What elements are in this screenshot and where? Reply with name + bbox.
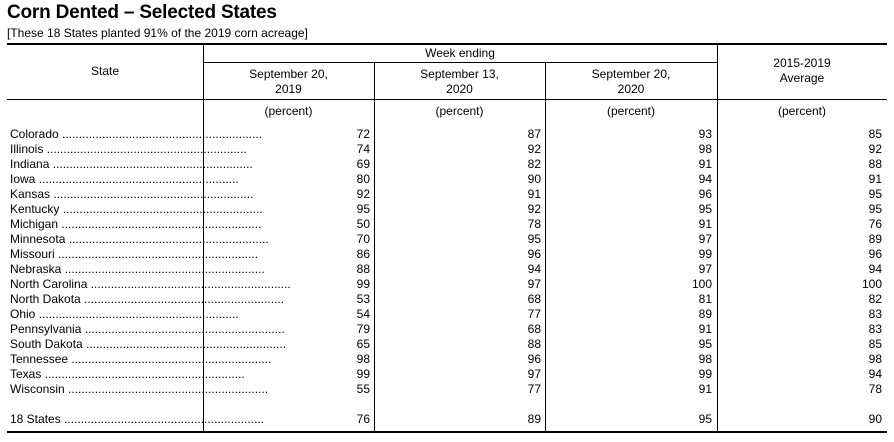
table-row-4-value-2: 90 [527,172,541,186]
table-row-6-value-2: 92 [527,202,541,216]
table-row-17-value-1: 99 [356,367,370,381]
state-label: Ohio [10,307,36,321]
state-label: Wisconsin [10,382,65,396]
state-label: Michigan [10,217,59,231]
state-label: 18 States [10,412,61,426]
leader-dots: ............................................................ [50,187,254,201]
leader-dots: ............................................................ [35,307,239,321]
table-row-3-value-1: 69 [356,157,370,171]
table-row-16-value-4: 98 [868,352,882,366]
state-label: Tennessee [10,352,69,366]
table-top-rule [7,43,887,45]
table-row-17-state [10,367,245,382]
state-label: Nebraska [10,262,62,276]
col4-unit: (percent) [777,104,827,118]
table-row-16-value-3: 98 [698,352,712,366]
table-row-18-value-2: 77 [527,382,541,396]
leader-dots: ............................................................ [81,322,285,336]
leader-dots: ............................................................ [59,202,263,216]
leader-dots: ............................................................ [58,127,263,141]
leader-dots: ............................................................ [64,382,269,396]
table-row-12-value-3: 81 [698,292,712,306]
table-row-14-value-2: 68 [527,322,541,336]
table-row-6-state [10,202,263,217]
table-row-2-value-3: 98 [698,142,712,156]
table-row-12-value-4: 82 [868,292,882,306]
leader-dots: ............................................................ [54,247,259,261]
table-row-2-value-4: 92 [868,142,882,156]
state-label: Texas [10,367,42,381]
table-row-5-value-2: 91 [527,187,541,201]
total-row-state [10,412,265,427]
table-row-3-value-2: 82 [527,157,541,171]
total-row-value-1: 76 [356,412,370,426]
table-row-8-value-2: 95 [527,232,541,246]
table-row-10-state [10,262,265,277]
state-label: Missouri [10,247,55,261]
table-row-11-value-1: 99 [356,277,370,291]
table-row-11-value-4: 100 [861,277,882,291]
state-label: Indiana [10,157,50,171]
state-header: State [90,64,120,78]
table-row-10-value-3: 97 [698,262,712,276]
col2-header: September 13, 2020 [420,67,499,96]
table-row-15-value-3: 95 [698,337,712,351]
col1-header: September 20, 2019 [249,67,328,96]
table-row-15-value-2: 88 [527,337,541,351]
leader-dots: ............................................................ [80,292,285,306]
col-divider-3 [545,63,546,431]
table-row-17-value-4: 94 [868,367,882,381]
state-label: Pennsylvania [10,322,82,336]
table-row-9-value-2: 96 [527,247,541,261]
table-row-13-value-3: 89 [698,307,712,321]
table-row-13-value-2: 77 [527,307,541,321]
total-row-value-3: 95 [698,412,712,426]
leader-dots: ............................................................ [68,352,272,366]
table-row-16-state [10,352,272,367]
table-row-18-value-1: 55 [356,382,370,396]
state-label: Kentucky [10,202,60,216]
leader-dots: ............................................................ [60,412,265,426]
table-row-16-value-1: 98 [356,352,370,366]
col-divider-2 [374,63,375,431]
report-title: Corn Dented – Selected States [7,2,277,23]
table-row-6-value-4: 95 [868,202,882,216]
table-row-11-value-3: 100 [691,277,712,291]
table-row-7-value-2: 78 [527,217,541,231]
col1-unit: (percent) [264,104,313,118]
table-row-3-state [10,157,253,172]
week-ending-header: Week ending [425,46,495,60]
table-row-5-state [10,187,254,202]
table-row-7-value-1: 50 [356,217,370,231]
state-label: Minnesota [10,232,66,246]
table-row-18-value-3: 91 [698,382,712,396]
table-row-9-state [10,247,259,262]
table-row-8-value-3: 97 [698,232,712,246]
table-row-11-state [10,277,291,292]
table-row-8-value-1: 70 [356,232,370,246]
table-row-15-state [10,337,287,352]
table-row-1-value-1: 72 [356,127,370,141]
table-row-17-value-3: 99 [698,367,712,381]
leader-dots: ............................................................ [49,157,253,171]
table-row-2-state [10,142,247,157]
report-subtitle: [These 18 States planted 91% of the 2019 corn acreage] [7,26,308,40]
table-row-7-value-4: 76 [868,217,882,231]
table-row-5-value-3: 96 [698,187,712,201]
col-divider-4 [717,45,718,431]
table-row-13-state [10,307,239,322]
table-row-9-value-4: 96 [868,247,882,261]
col2-unit: (percent) [435,104,484,118]
leader-dots: ............................................................ [41,367,245,381]
table-row-18-value-4: 78 [868,382,882,396]
table-row-14-state [10,322,285,337]
table-row-2-value-2: 92 [527,142,541,156]
table-row-12-state [10,292,285,307]
state-label: North Carolina [10,277,88,291]
total-row-value-4: 90 [868,412,882,426]
table-row-5-value-4: 95 [868,187,882,201]
total-row-value-2: 89 [527,412,541,426]
table-row-12-value-2: 68 [527,292,541,306]
col3-unit: (percent) [606,104,656,118]
table-row-10-value-2: 94 [527,262,541,276]
state-label: Colorado [10,127,59,141]
table-row-1-state [10,127,263,142]
leader-dots: ............................................................ [43,142,247,156]
table-row-9-value-1: 86 [356,247,370,261]
table-row-4-value-4: 91 [868,172,882,186]
leader-dots: ............................................................ [87,277,291,291]
table-row-1-value-3: 93 [698,127,712,141]
table-row-7-value-3: 91 [698,217,712,231]
table-row-5-value-1: 92 [356,187,370,201]
state-label: Kansas [10,187,51,201]
col3-header: September 20, 2020 [591,67,671,96]
week-ending-rule [203,62,717,63]
table-row-8-state [10,232,269,247]
table-row-3-value-3: 91 [698,157,712,171]
header-bottom-rule [7,99,887,100]
table-row-10-value-4: 94 [868,262,882,276]
state-label: South Dakota [10,337,83,351]
leader-dots: ............................................................ [65,232,269,246]
table-row-8-value-4: 89 [868,232,882,246]
table-row-9-value-3: 99 [698,247,712,261]
table-row-13-value-4: 83 [868,307,882,321]
table-row-4-value-3: 94 [698,172,712,186]
table-row-10-value-1: 88 [356,262,370,276]
table-row-1-value-4: 85 [868,127,882,141]
table-row-18-state [10,382,269,397]
table-row-6-value-3: 95 [698,202,712,216]
table-row-13-value-1: 54 [356,307,370,321]
leader-dots: ............................................................ [61,262,265,276]
table-row-17-value-2: 97 [527,367,541,381]
table-row-1-value-2: 87 [527,127,541,141]
table-bottom-rule [7,431,887,433]
table-row-12-value-1: 53 [356,292,370,306]
table-row-4-state [10,172,239,187]
table-row-11-value-2: 97 [527,277,541,291]
table-row-4-value-1: 80 [356,172,370,186]
leader-dots: ............................................................ [82,337,287,351]
leader-dots: ............................................................ [35,172,239,186]
table-row-14-value-4: 83 [868,322,882,336]
state-label: Iowa [10,172,36,186]
table-row-6-value-1: 95 [356,202,370,216]
table-row-14-value-3: 91 [698,322,712,336]
state-label: Illinois [10,142,44,156]
table-row-3-value-4: 88 [868,157,882,171]
col4-header: 2015-2019 Average [773,56,831,85]
state-label: North Dakota [10,292,81,306]
table-row-16-value-2: 96 [527,352,541,366]
table-row-15-value-4: 85 [868,337,882,351]
table-row-14-value-1: 79 [356,322,370,336]
table-row-15-value-1: 65 [356,337,370,351]
table-row-2-value-1: 74 [356,142,370,156]
table-row-7-state [10,217,262,232]
leader-dots: ............................................................ [58,217,262,231]
